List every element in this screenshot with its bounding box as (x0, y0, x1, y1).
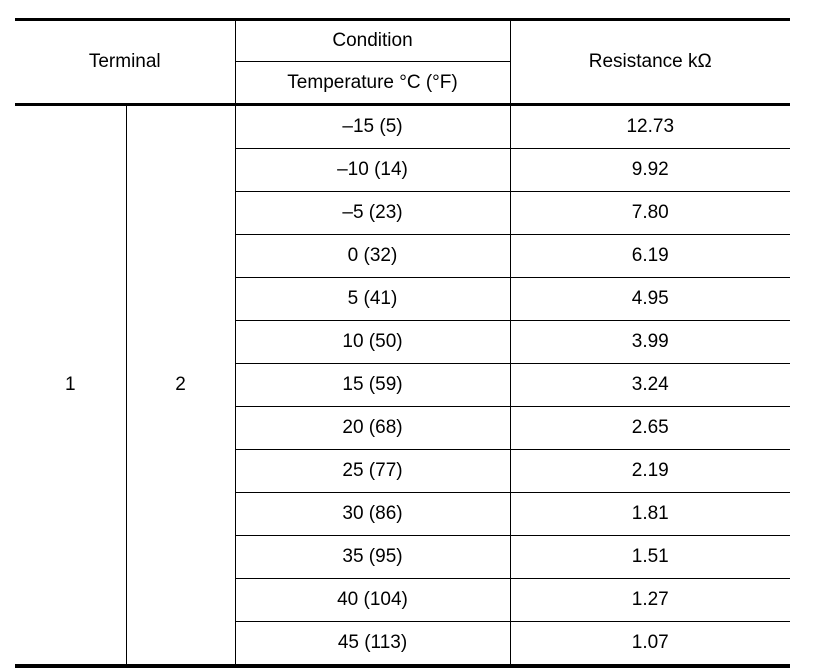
resistance-cell: 2.19 (510, 450, 790, 493)
table-header (15, 20, 790, 105)
terminal-header: Terminal (15, 20, 235, 105)
temperature-cell: 35 (95) (235, 536, 510, 579)
resistance-cell: 4.95 (510, 278, 790, 321)
temperature-header: Temperature °C (°F) (235, 62, 510, 105)
resistance-cell: 7.80 (510, 192, 790, 235)
resistance-cell: 1.07 (510, 622, 790, 667)
resistance-header: Resistance kΩ (510, 20, 790, 105)
condition-header: Condition (235, 20, 510, 62)
table-row (15, 105, 790, 149)
resistance-cell: 1.51 (510, 536, 790, 579)
temperature-cell: –15 (5) (235, 105, 510, 149)
temperature-cell: –10 (14) (235, 149, 510, 192)
temperature-cell: 10 (50) (235, 321, 510, 364)
resistance-cell: 2.65 (510, 407, 790, 450)
temperature-cell: –5 (23) (235, 192, 510, 235)
temperature-cell: 30 (86) (235, 493, 510, 536)
temperature-cell: 45 (113) (235, 622, 510, 667)
resistance-cell: 3.24 (510, 364, 790, 407)
header-row-1 (15, 20, 790, 62)
terminal-b-cell: 2 (126, 105, 235, 667)
resistance-cell: 1.81 (510, 493, 790, 536)
temperature-cell: 40 (104) (235, 579, 510, 622)
resistance-cell: 6.19 (510, 235, 790, 278)
terminal-a-cell: 1 (15, 105, 126, 667)
resistance-cell: 3.99 (510, 321, 790, 364)
temperature-cell: 25 (77) (235, 450, 510, 493)
temperature-cell: 0 (32) (235, 235, 510, 278)
temperature-cell: 20 (68) (235, 407, 510, 450)
resistance-cell: 1.27 (510, 579, 790, 622)
temperature-cell: 5 (41) (235, 278, 510, 321)
resistance-cell: 9.92 (510, 149, 790, 192)
temperature-cell: 15 (59) (235, 364, 510, 407)
table-body (15, 105, 790, 667)
resistance-table (15, 18, 790, 668)
resistance-cell: 12.73 (510, 105, 790, 149)
